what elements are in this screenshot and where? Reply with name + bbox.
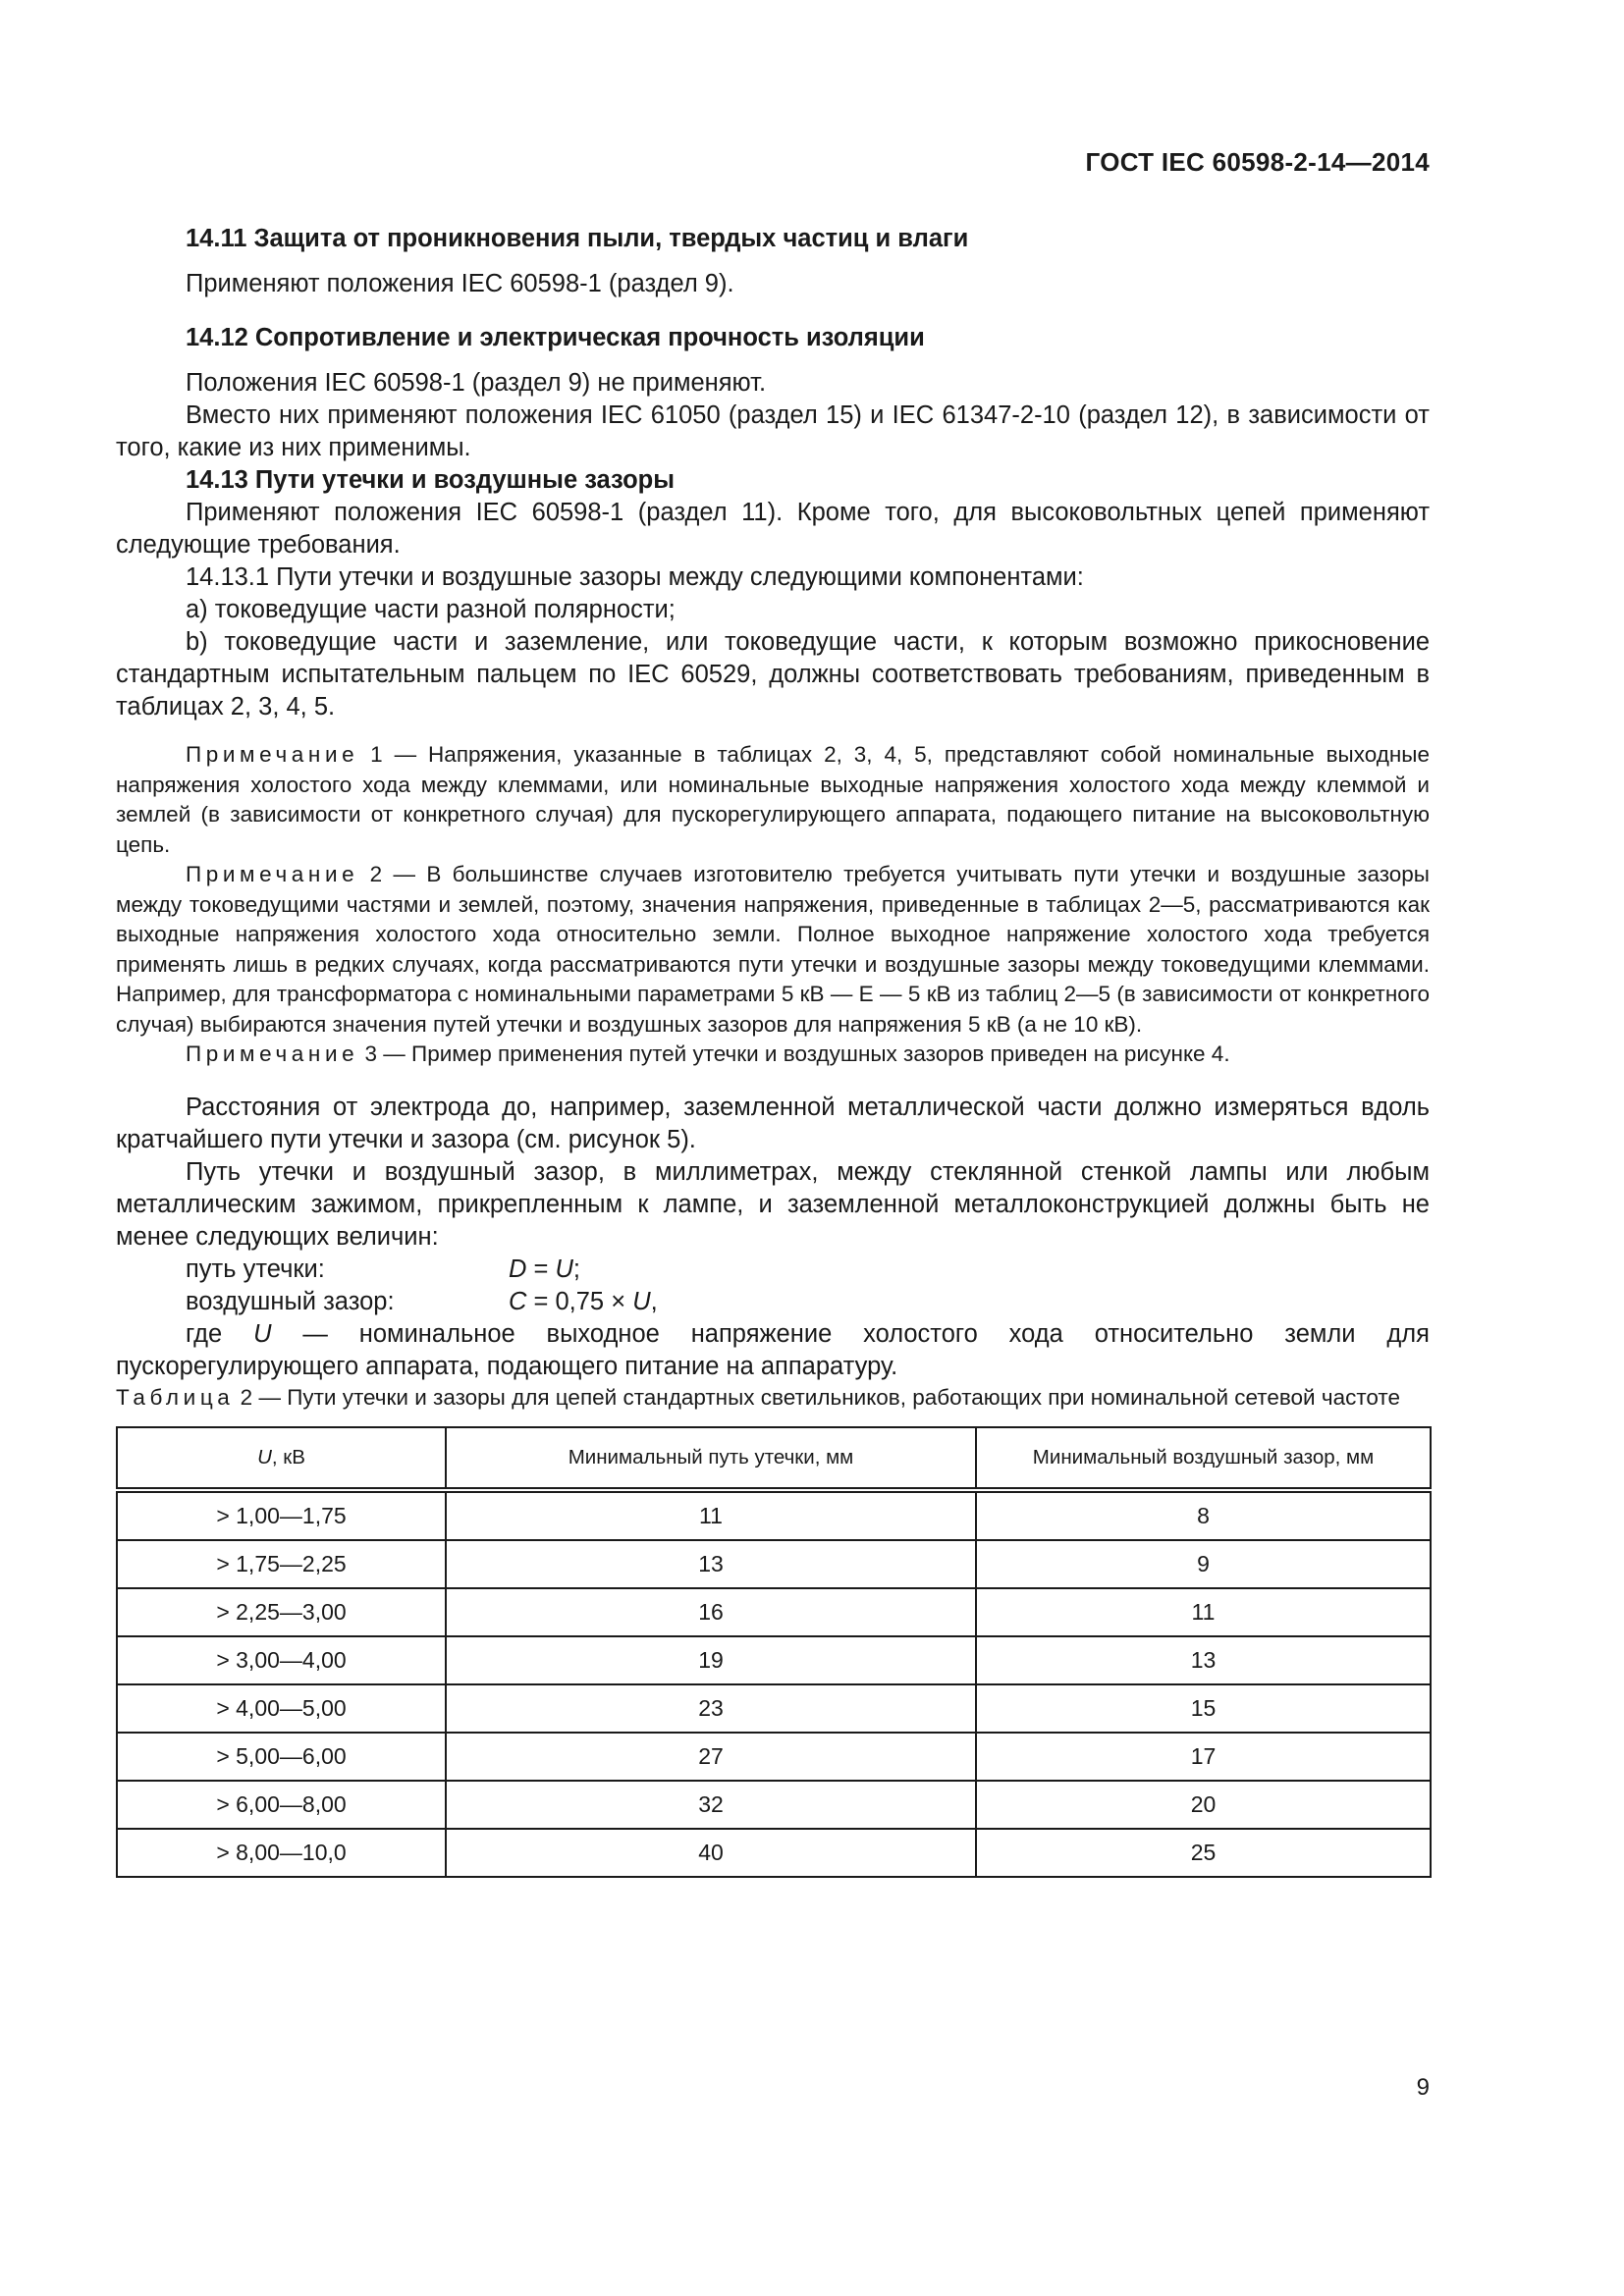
note-1: [116, 740, 1430, 860]
table-row: [117, 1781, 1431, 1829]
section-14-13-heading: 14.13 Пути утечки и воздушные зазоры: [186, 466, 676, 494]
table-cell: 8: [976, 1490, 1431, 1540]
table-row: [117, 1540, 1431, 1588]
clearance-value: C = 0,75 × U,: [509, 1287, 658, 1315]
note-label: Примечание: [186, 1041, 359, 1066]
section-14-12-heading: 14.12 Сопротивление и электрическая прочность изоляции: [186, 324, 925, 351]
table-cell: 32: [446, 1781, 976, 1829]
table-cell: > 8,00—10,0: [117, 1829, 446, 1877]
table-row: [117, 1490, 1431, 1540]
table-row: [117, 1684, 1431, 1733]
table-cell: 25: [976, 1829, 1431, 1877]
table-row: [117, 1829, 1431, 1877]
distance-paragraph: Расстояния от электрода до, например, заземленной металлической части должно измеряться вдоль кратчайшего пути утечки и зазора (см. рисунок 5).: [116, 1093, 1430, 1153]
notes-block: [116, 740, 1430, 1070]
section-14-11-text: Применяют положения IEC 60598-1 (раздел 9).: [186, 270, 734, 297]
table-cell: 11: [446, 1490, 976, 1540]
note-number: 3: [364, 1041, 378, 1066]
column-header-creepage: Минимальный путь утечки, мм: [446, 1427, 976, 1490]
table-cell: 23: [446, 1684, 976, 1733]
table-caption: [116, 1383, 1430, 1412]
note-label: Примечание: [186, 742, 359, 767]
note-text: — В большинстве случаев изготовителю требуется учитывать пути утечки и воздушные зазоры между токоведущими частями и землей, поэтому, значения напряжения, приведенные в таблицах 2—5, рассматриваются как выходные напряжения холостого хода относительно земли. Полное выходное напряжение холостого хода требуется применять лишь в редких случаях, когда рассматриваются пути утечки и воздушные зазоры между токоведущими клеммами. Например, для трансформатора с номинальными параметрами 5 кВ — E — 5 кВ из таблиц 2—5 (в зависимости от конкретного случая) выбираются значения путей утечки и воздушных зазоров для напряжения 5 кВ (а не 10 кВ).: [116, 862, 1430, 1037]
table-cell: > 1,75—2,25: [117, 1540, 446, 1588]
column-header-voltage: U, кВ: [117, 1427, 446, 1490]
table-cell: > 6,00—8,00: [117, 1781, 446, 1829]
section-14-13-text: Применяют положения IEC 60598-1 (раздел 11). Кроме того, для высоковольтных цепей применяют следующие требования.: [116, 499, 1430, 559]
section-14-12-text-2: Вместо них применяют положения IEC 61050 (раздел 15) и IEC 61347-2-10 (раздел 12), в зависимости от того, какие из них применимы.: [116, 401, 1430, 461]
table-cell: > 5,00—6,00: [117, 1733, 446, 1781]
table-cell: > 2,25—3,00: [117, 1588, 446, 1636]
table-cell: > 4,00—5,00: [117, 1684, 446, 1733]
note-number: 2: [369, 862, 383, 886]
table-row: [117, 1636, 1431, 1684]
creepage-label: путь утечки:: [186, 1255, 325, 1283]
note-text: — Пример применения путей утечки и воздушных зазоров приведен на рисунке 4.: [383, 1041, 1230, 1066]
table-cell: > 3,00—4,00: [117, 1636, 446, 1684]
note-number: 1: [370, 742, 383, 767]
table-cell: 17: [976, 1733, 1431, 1781]
document-code: ГОСТ IEC 60598-2-14—2014: [1085, 147, 1430, 177]
page-number: 9: [1416, 2074, 1430, 2101]
table-label: Таблица: [116, 1384, 235, 1410]
creepage-formula: [116, 1254, 1430, 1286]
note-label: Примечание: [186, 862, 359, 886]
table-cell: 19: [446, 1636, 976, 1684]
list-item-b: b) токоведущие части и заземление, или токоведущие части, к которым возможно прикосновение стандартным испытательным пальцем по IEC 60529, должны соответствовать требованиям, приведенным в таблицах 2, 3, 4, 5.: [116, 628, 1430, 721]
column-header-clearance: Минимальный воздушный зазор, мм: [976, 1427, 1431, 1490]
table-cell: 11: [976, 1588, 1431, 1636]
section-14-13-1-text: 14.13.1 Пути утечки и воздушные зазоры между следующими компонентами:: [186, 563, 1084, 591]
clearance-label: воздушный зазор:: [186, 1287, 395, 1315]
table-row: [117, 1733, 1431, 1781]
table-cell: 15: [976, 1684, 1431, 1733]
document-body: [116, 223, 1430, 1878]
creepage-table: [116, 1426, 1432, 1878]
creepage-value: D = U;: [509, 1255, 580, 1283]
note-text: — Напряжения, указанные в таблицах 2, 3, 4, 5, представляют собой номинальные выходные напряжения холостого хода между клеммами, или номинальные выходные напряжения холостого хода между клеммой и землей (в зависимости от конкретного случая) для пускорегулирующего аппарата, подающего питание на высоковольтную цепь.: [116, 742, 1430, 857]
table-row: [117, 1588, 1431, 1636]
table-cell: 16: [446, 1588, 976, 1636]
clearance-formula: [116, 1286, 1430, 1318]
table-cell: 13: [446, 1540, 976, 1588]
table-header-row: [117, 1427, 1431, 1490]
table-cell: 9: [976, 1540, 1431, 1588]
note-2: [116, 860, 1430, 1040]
table-cell: 40: [446, 1829, 976, 1877]
note-3: [116, 1040, 1430, 1070]
list-item-a: a) токоведущие части разной полярности;: [186, 596, 676, 623]
section-14-11-heading: 14.11 Защита от проникновения пыли, твердых частиц и влаги: [186, 225, 969, 252]
table-cell: 20: [976, 1781, 1431, 1829]
table-cell: 27: [446, 1733, 976, 1781]
section-14-12-text-1: Положения IEC 60598-1 (раздел 9) не применяют.: [186, 369, 767, 397]
table-cell: > 1,00—1,75: [117, 1490, 446, 1540]
table-cell: 13: [976, 1636, 1431, 1684]
path-paragraph: Путь утечки и воздушный зазор, в миллиметрах, между стеклянной стенкой лампы или любым металлическим зажимом, прикрепленным к лампе, и заземленной металлоконструкцией должны быть не менее следующих величин:: [116, 1157, 1430, 1251]
table-title: 2 — Пути утечки и зазоры для цепей стандартных светильников, работающих при номинальной сетевой частоте: [234, 1384, 1400, 1410]
where-paragraph: где U — номинальное выходное напряжение холостого хода относительно земли для пускорегулирующего аппарата, подающего питание на аппаратуру.: [116, 1319, 1430, 1380]
